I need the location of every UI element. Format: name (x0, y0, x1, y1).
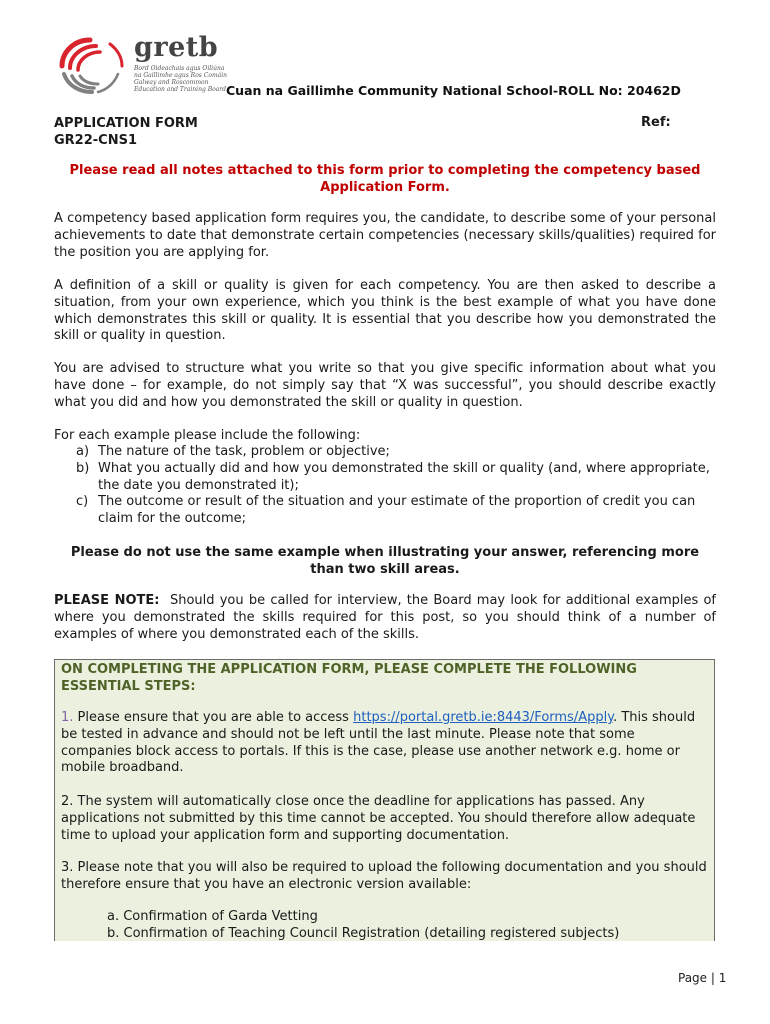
step-3: 3. Please note that you will also be required to upload the following documentation and you should therefore ensure that you have an electronic version available: (61, 860, 707, 892)
step-2: 2. The system will automatically close once the deadline for applications has passed. Any applications not submitted by this time cannot be accepted. You should therefore allow adequate time to upload your application form and supporting documentation. (61, 794, 696, 843)
essential-steps-box (54, 659, 715, 941)
step-1-text: Please ensure that you are able to access (77, 710, 349, 725)
list-marker: a) (76, 444, 90, 459)
form-header (54, 115, 198, 149)
step-1 (61, 710, 707, 777)
logo-subline: Bord Oideachais agus Oiliúna (134, 65, 225, 72)
example-list (54, 444, 716, 528)
documentation-list (107, 909, 707, 943)
same-example-note: Please do not use the same example when illustrating your answer, referencing more than two skill areas. (70, 545, 700, 577)
list-item: a. Confirmation of Garda Vetting (107, 909, 318, 924)
list-item-text: The nature of the task, problem or objective; (98, 444, 390, 459)
logo-subline: na Gaillimhe agus Ros Comáin (134, 72, 228, 79)
please-note-paragraph (54, 593, 716, 643)
form-code: GR22-CNS1 (54, 133, 137, 148)
logo-swirl-icon (52, 34, 132, 98)
list-item: b. Confirmation of Teaching Council Registration (detailing registered subjects) (107, 925, 620, 941)
logo-subline: Education and Training Board (134, 86, 226, 93)
school-roll-line: Cuan na Gaillimhe Community National School-ROLL No: 20462D (226, 83, 681, 98)
ref-label: Ref: (641, 115, 671, 130)
read-notes-warning: Please read all notes attached to this form prior to completing the competency based Application Form. (69, 163, 701, 195)
list-item-text: The outcome or result of the situation and your estimate of the proportion of credit you can claim for the outcome; (98, 494, 696, 527)
gretb-logo (52, 34, 252, 98)
please-note-label: PLEASE NOTE: (54, 593, 160, 608)
form-title: APPLICATION FORM (54, 116, 198, 131)
list-item (54, 494, 716, 528)
logo-wordmark: gretb (134, 32, 219, 63)
list-marker: b) (76, 460, 90, 476)
structure-paragraph: You are advised to structure what you write so that you give specific information about what you have done – for example, do not simply say that “X was successful”, you should describe exactly what you did and how you demonstrated the skill or quality in question. (54, 361, 716, 410)
please-note-text: Should you be called for interview, the Board may look for additional examples of where you demonstrated the skills required for this post, so you should think of a number of examples of where you demonstrated each of the skills. (54, 593, 716, 642)
definition-paragraph: A definition of a skill or quality is given for each competency. You are then asked to describe a situation, from your own experience, which you think is the best example of what you have done which demonstrates this skill or quality. It is essential that you describe how you demonstrated the skill or quality in question. (54, 278, 716, 344)
portal-link[interactable]: https://portal.gretb.ie:8443/Forms/Apply (353, 710, 614, 725)
steps-title: ON COMPLETING THE APPLICATION FORM, PLEASE COMPLETE THE FOLLOWING ESSENTIAL STEPS: (61, 662, 637, 694)
list-item (54, 461, 716, 495)
intro-paragraph: A competency based application form requires you, the candidate, to describe some of your personal achievements to date that demonstrate certain competencies (necessary skills/qualities) required for the position you are applying for. (54, 211, 716, 260)
page-number: Page | 1 (678, 971, 727, 985)
step-number: 1. (61, 710, 74, 725)
example-intro: For each example please include the following: (54, 428, 361, 443)
list-item-text: What you actually did and how you demonstrated the skill or quality (and, where appropriate, the date you demonstrated it); (98, 460, 710, 493)
step-1-text-cont: . This should be tested in advance and should not be left until the last minute. Please note that some companies block access to portals. If this is the case, please use another network e.g. home or mobile broadband. (61, 710, 696, 776)
list-marker: c) (76, 494, 89, 510)
logo-subline: Galway and Roscommon (134, 79, 209, 86)
list-item (54, 444, 716, 461)
